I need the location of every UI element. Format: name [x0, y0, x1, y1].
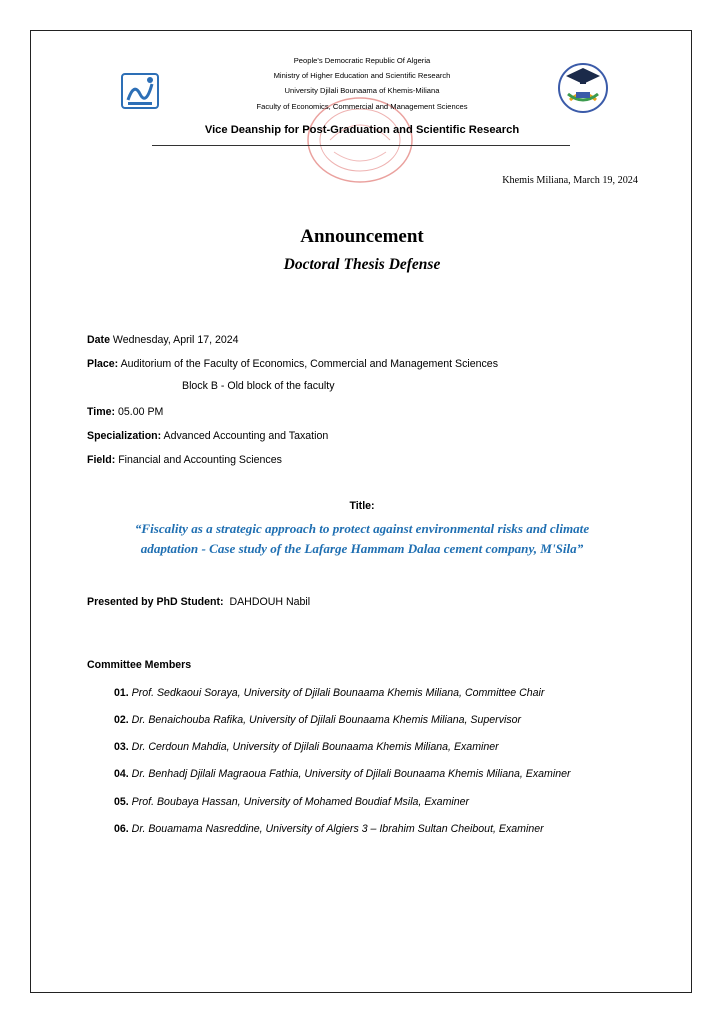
member-number: 02. — [114, 714, 129, 726]
presented-by — [87, 596, 310, 608]
faculty-logo-icon — [556, 58, 610, 114]
place-label: Place: — [87, 358, 119, 370]
committee-member — [114, 768, 571, 780]
thesis-title-label: Title: — [349, 500, 375, 512]
field-field — [87, 454, 282, 466]
thesis-title-line2: adaptation - Case study of the Lafarge Hammam Dalaa cement company, M'Sila” — [140, 541, 584, 556]
member-number: 04. — [114, 768, 129, 780]
place-field — [87, 358, 498, 370]
committee-member — [114, 741, 499, 753]
date-value: Wednesday, April 17, 2024 — [109, 334, 239, 346]
student-name: DAHDOUH Nabil — [229, 596, 311, 608]
time-label: Time: — [87, 406, 116, 418]
place-block: Block B - Old block of the faculty — [182, 380, 335, 392]
header-line-country: People's Democratic Republic Of Algeria — [293, 56, 431, 65]
date-label: Date — [87, 334, 110, 346]
member-text: Dr. Cerdoun Mahdia, University of Djilali Bounaama Khemis Miliana, Examiner — [128, 741, 499, 753]
header-divider — [152, 145, 570, 146]
university-logo-icon — [120, 70, 160, 112]
field-value: Financial and Accounting Sciences — [115, 454, 282, 466]
time-value: 05.00 PM — [115, 406, 164, 418]
header-line-ministry: Ministry of Higher Education and Scientific Research — [273, 71, 451, 80]
place-value: Auditorium of the Faculty of Economics, Commercial and Management Sciences — [118, 358, 499, 370]
time-field — [87, 406, 163, 418]
specialization-field — [87, 430, 328, 442]
member-text: Prof. Boubaya Hassan, University of Mohamed Boudiaf Msila, Examiner — [128, 796, 470, 808]
member-text: Dr. Bouamama Nasreddine, University of Algiers 3 – Ibrahim Sultan Cheibout, Examiner — [128, 823, 544, 835]
member-number: 06. — [114, 823, 129, 835]
header-line-faculty: Faculty of Economics, Commercial and Management Sciences — [256, 102, 468, 111]
header-line-university: University Djilali Bounaama of Khemis-Miliana — [284, 86, 440, 95]
committee-member — [114, 796, 469, 808]
committee-heading: Committee Members — [87, 659, 192, 671]
announcement-title: Announcement — [300, 226, 424, 247]
specialization-value: Advanced Accounting and Taxation — [161, 430, 329, 442]
date-place: Khemis Miliana, March 19, 2024 — [502, 175, 638, 186]
member-number: 05. — [114, 796, 129, 808]
specialization-label: Specialization: — [87, 430, 162, 442]
thesis-title-line1: “Fiscality as a strategic approach to protect against environmental risks and climate — [134, 521, 590, 536]
presented-by-label: Presented by PhD Student: — [87, 596, 224, 608]
announcement-subtitle: Doctoral Thesis Defense — [283, 256, 441, 273]
member-text: Prof. Sedkaoui Soraya, University of Djilali Bounaama Khemis Miliana, Committee Chair — [128, 687, 545, 699]
field-label: Field: — [87, 454, 116, 466]
office-title: Vice Deanship for Post-Graduation and Scientific Research — [204, 124, 520, 136]
date-field — [87, 334, 239, 346]
committee-member — [114, 823, 544, 835]
member-text: Dr. Benhadj Djilali Magraoua Fathia, University of Djilali Bounaama Khemis Miliana, Examiner — [128, 768, 571, 780]
committee-member — [114, 687, 544, 699]
thesis-title — [80, 519, 644, 559]
member-number: 03. — [114, 741, 129, 753]
member-number: 01. — [114, 687, 129, 699]
member-text: Dr. Benaichouba Rafika, University of Djilali Bounaama Khemis Miliana, Supervisor — [128, 714, 522, 726]
committee-member — [114, 714, 521, 726]
